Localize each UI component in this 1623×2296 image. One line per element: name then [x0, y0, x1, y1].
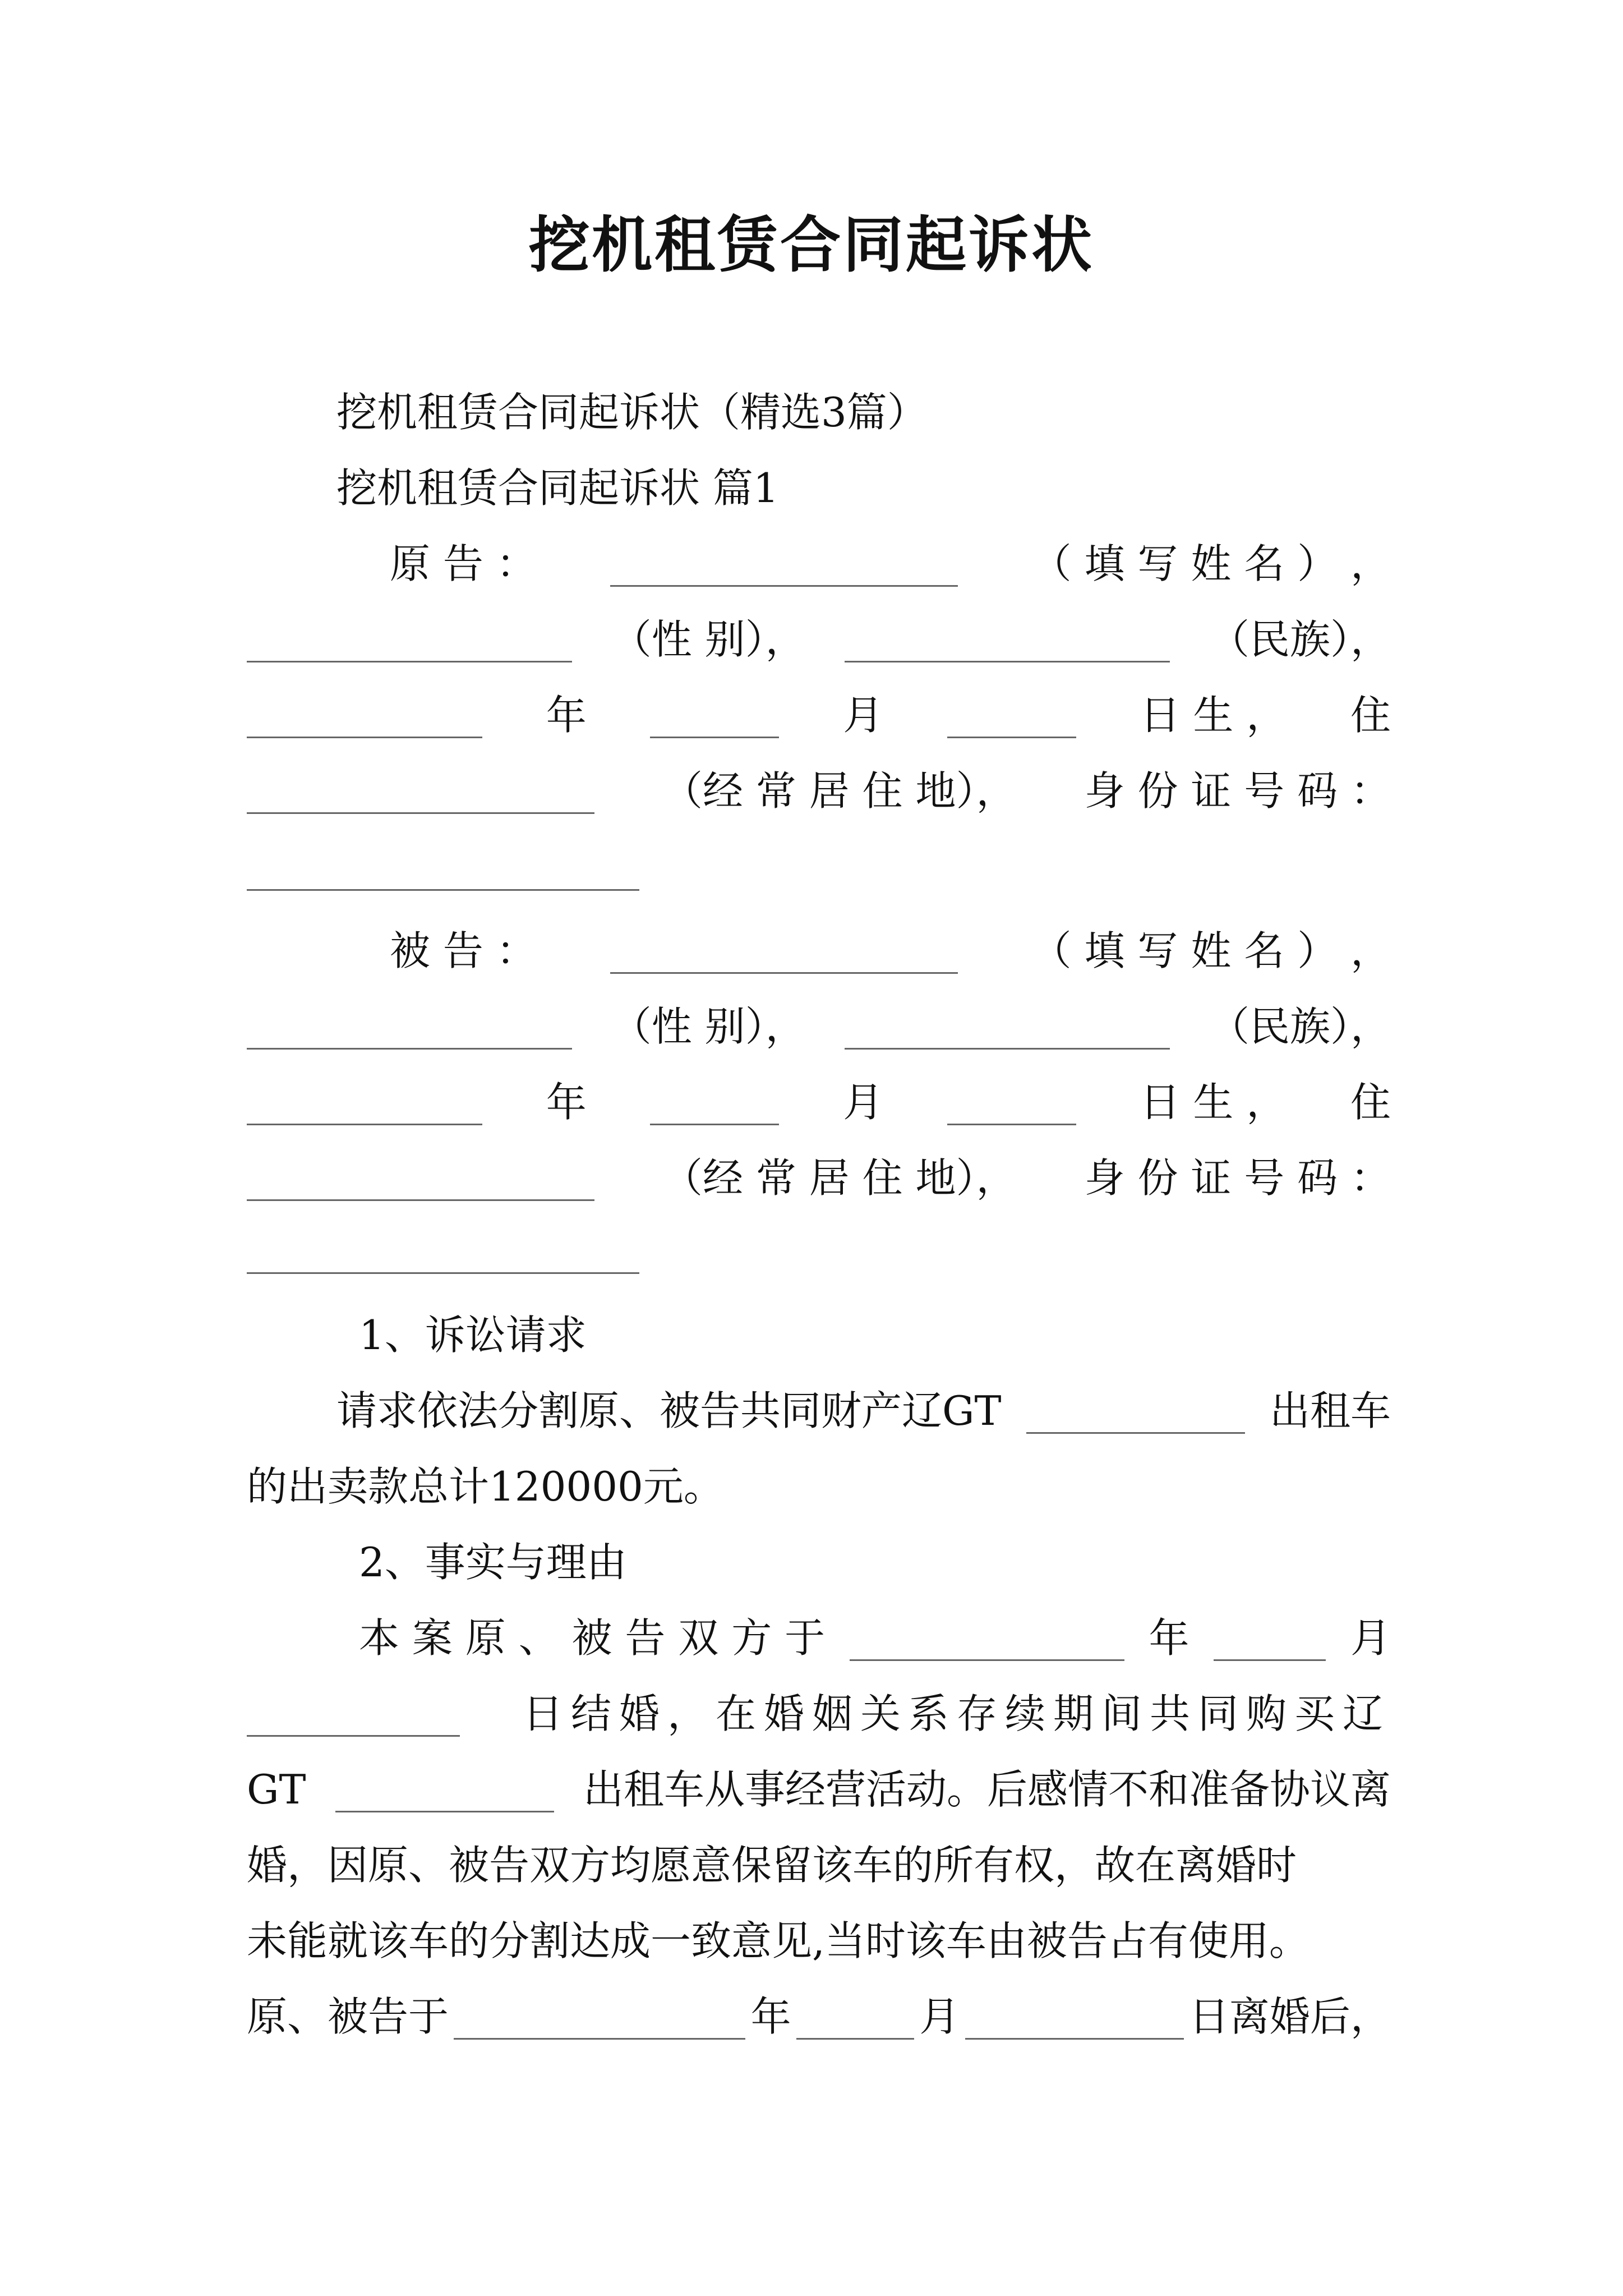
section-heading: 挖机租赁合同起诉状 篇1	[336, 464, 779, 512]
defendant-line-1	[390, 920, 1391, 982]
document-title: 挖机租赁合同起诉状	[528, 210, 1094, 280]
defendant-residence-blank	[247, 1154, 594, 1201]
section-heading-line	[336, 457, 1391, 519]
facts-text-6b: 日离婚后，	[1188, 1993, 1391, 2040]
plaintiff-label: 原 告 ：	[390, 540, 537, 587]
defendant-year: 年	[546, 1079, 587, 1126]
facts-marriage-month-blank	[1214, 1614, 1326, 1661]
plaintiff-line-2	[247, 609, 1391, 670]
claims-plate-blank	[1026, 1387, 1245, 1434]
plaintiff-line-1	[390, 533, 1391, 595]
defendant-line-2	[247, 996, 1391, 1057]
facts-line-3	[247, 1759, 1391, 1820]
defendant-line-4	[247, 1147, 1391, 1209]
defendant-gender-hint: （性 别），	[611, 1003, 806, 1050]
defendant-name-hint: （ 填 写 姓 名 ） ，	[1031, 927, 1391, 974]
defendant-line-3	[247, 1071, 1391, 1133]
facts-line-1	[359, 1607, 1391, 1669]
plaintiff-ethnicity-blank	[845, 616, 1170, 662]
defendant-ethnicity-blank	[845, 1003, 1170, 1050]
defendant-birth-month-blank	[650, 1079, 779, 1125]
facts-month: 月	[1350, 1614, 1391, 1662]
plaintiff-line-3	[247, 684, 1391, 746]
facts-divorce-month: 月	[919, 1993, 960, 2040]
facts-text-2: 日结婚，在婚姻关系存续期间共同购买辽	[522, 1690, 1391, 1737]
facts-year: 年	[1149, 1614, 1189, 1662]
plaintiff-birth-year-blank	[247, 692, 482, 738]
claims-line-2	[247, 1456, 1391, 1517]
plaintiff-residence-hint: （经 常 居 住 地），	[662, 767, 1017, 815]
facts-line-6	[247, 1986, 1391, 2047]
facts-heading: 2、事实与理由	[359, 1539, 627, 1586]
defendant-id-blank	[247, 1272, 639, 1274]
facts-text-4: 婚，因原、被告双方均愿意保留该车的所有权，故在离婚时	[247, 1842, 1297, 1889]
plaintiff-ethnicity-hint: （民族），	[1209, 616, 1391, 663]
defendant-label: 被 告 ：	[390, 927, 537, 974]
facts-text-6a: 原、被告于	[247, 1993, 449, 2040]
plaintiff-line-4	[247, 760, 1391, 822]
plaintiff-month: 月	[843, 692, 884, 739]
plaintiff-gender-blank	[247, 616, 572, 662]
defendant-gender-blank	[247, 1003, 572, 1050]
claims-text-a: 请求依法分割原、被告共同财产辽GT	[336, 1387, 1002, 1434]
facts-heading-line	[359, 1531, 1391, 1593]
facts-text-1: 本 案 原 、 被 告 双 方 于	[359, 1614, 826, 1662]
defendant-birth-year-blank	[247, 1079, 482, 1125]
plaintiff-live-at: 住	[1350, 692, 1391, 739]
defendant-ethnicity-hint: （民族），	[1209, 1003, 1391, 1050]
subtitle-line	[336, 381, 1391, 443]
facts-plate-blank	[335, 1766, 554, 1812]
defendant-day-born: 日 生 ，	[1140, 1079, 1287, 1126]
facts-text-5: 未能就该车的分割达成一致意见,当时该车由被告占有使用。	[247, 1917, 1310, 1964]
facts-text-3a: GT	[247, 1766, 306, 1813]
facts-divorce-day-blank	[965, 1993, 1184, 2040]
defendant-name-blank	[610, 927, 958, 974]
plaintiff-id-blank	[247, 889, 639, 891]
claims-line-1	[336, 1380, 1391, 1442]
facts-text-3b: 出租车从事经营活动。后感情不和准备协议离	[583, 1766, 1391, 1813]
facts-line-2	[247, 1683, 1391, 1745]
defendant-birth-day-blank	[947, 1079, 1076, 1125]
plaintiff-gender-hint: （性 别），	[611, 616, 806, 663]
defendant-month: 月	[843, 1079, 884, 1126]
facts-divorce-year: 年	[750, 1993, 791, 2040]
plaintiff-residence-blank	[247, 767, 594, 814]
plaintiff-id-label: 身 份 证 号 码 ：	[1084, 767, 1391, 815]
defendant-live-at: 住	[1350, 1079, 1391, 1126]
plaintiff-name-blank	[610, 540, 958, 587]
claims-heading-line	[359, 1304, 1391, 1366]
plaintiff-day-born: 日 生 ，	[1140, 692, 1287, 739]
claims-text-2: 的出卖款总计120000元。	[247, 1463, 724, 1510]
facts-marriage-year-blank	[850, 1614, 1124, 1661]
facts-divorce-year-blank	[454, 1993, 745, 2040]
plaintiff-birth-day-blank	[947, 692, 1076, 738]
claims-text-b: 出租车	[1269, 1387, 1391, 1434]
facts-divorce-month-blank	[796, 1993, 914, 2040]
subtitle: 挖机租赁合同起诉状（精选3篇）	[336, 389, 928, 436]
plaintiff-name-hint: （ 填 写 姓 名 ） ，	[1031, 540, 1391, 587]
plaintiff-year: 年	[546, 692, 587, 739]
facts-line-5	[247, 1910, 1391, 1972]
claims-heading: 1、诉讼请求	[359, 1312, 587, 1359]
defendant-id-label: 身 份 证 号 码 ：	[1084, 1154, 1391, 1202]
plaintiff-birth-month-blank	[650, 692, 779, 738]
facts-line-4	[247, 1834, 1391, 1896]
defendant-residence-hint: （经 常 居 住 地），	[662, 1154, 1017, 1202]
facts-marriage-day-blank	[247, 1690, 460, 1737]
